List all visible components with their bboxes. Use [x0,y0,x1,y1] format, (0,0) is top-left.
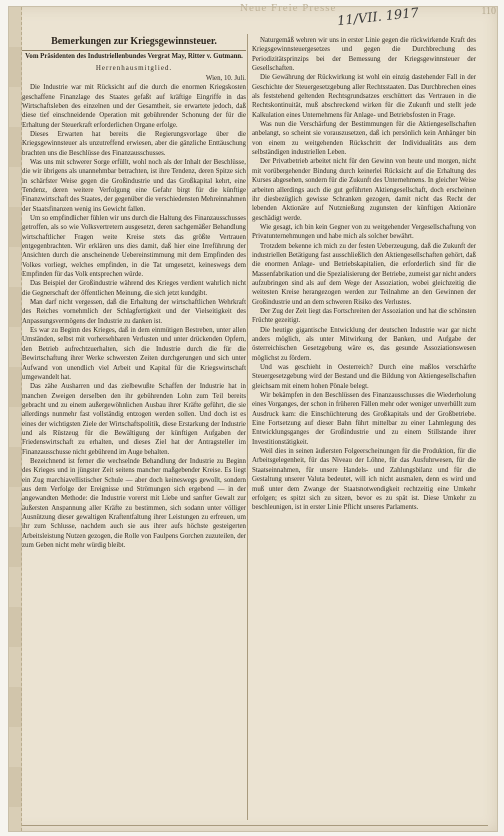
article-paragraph: Die Industrie war mit Rücksicht auf die durch die enormen Kriegskosten geschaffene Finanzlage des Staates gefaßt auf kräftige Eingriffe in das Wirtschaftsleben des einzelnen und der Gesamtheit, sie erwartete jedoch, daß diese tief einschneidende Operation mit gebührender Schonung der für die Erhaltung der Steuerkraft erforderlichen Organe erfolge. [22,84,246,129]
article-paragraph: Wien, 10. Juli. [205,74,246,82]
newspaper-masthead-faint: Neue Freie Presse [240,2,337,14]
article-paragraph: Dieses Erwarten hat bereits die Regierungsvorlage über die Kriegsgewinnsteuer als unzutreffend erwiesen, aber die gänzliche Enttäuschung brachten uns die Beschlüsse des Finanzausschusses. [22,130,246,157]
article-paragraph: Weil dies in seinen äußersten Folgeerscheinungen für die Produktion, für die Arbeitsgelegenheit, für das Niveau der Löhne, für das Ausfuhrwesen, für die Staatseinnahmen, für unsere Handels- und Zahlungsbilanz und für die Gestaltung unserer Valuta bedeutet, will ich nicht ausmalen, denn es wird und muß unter dem Zwange der Staatsnotwendigkeit rechtzeitig eine Umkehr erfolgen; es spitzt sich zu sitzen, bevor es zu spät ist. Diese Umkehr zu beschleunigen, ist in erster Linie Pflicht unseres Parlaments. [252,448,476,512]
column-divider [247,34,248,820]
article-paragraph: Um so empfindlicher fühlen wir uns durch die Haltung des Finanzausschusses getroffen, als so wie Volksvertretern ausgesetzt, deren sachgemäßer Behandlung wirtschaftlicher Fragen weite Kreise stets das größte Vertrauen entgegenbrachten. Wir erklären uns dies damit, daß hier eine Irreführung der Ansichten durch die anscheinende Uebereinstimmung mit dem Empfinden des Volkes vorliegt, welches empfinden, in die Tat umgesetzt, keineswegs dem Empfinden für das Volk entsprechen würde. [22,215,246,279]
article-paragraph: Bezeichnend ist ferner die wechselnde Behandlung der Industrie zu Beginn des Krieges und in jüngster Zeit seitens mancher maßgebender Kreise. Es liegt ein Zug marchiavellistischer Schule — aber doch keineswegs gewollt, sondern aus dem Verfolge der Ereignisse und Strömungen sich ergebend — in der angewandten Methode: die Industrie vorerst mit Liebe und sanfter Gewalt zur äußersten Anspannung aller Kräfte zu bestimmen, sich sodann unter völliger Ausnützung dieser gewaltigen Kraftentfaltung ihrer Leistungen zu erfreuen, um ihr zum Schlusse, nachdem auch sie aus ihrer aufs höchste gesteigerten Arbeitsleistung Nutzen gezogen, die Rolle von Faulpens Gorchen zuzuteilen, der zum Geben nicht mehr würdig bleibt. [22,457,246,550]
article-paragraph: Das zähe Ausharren und das zielbewußte Schaffen der Industrie hat in manchen Zweigen derselben den ihr gebührenden Lohn zum Teil bereits gebracht und zu einem außergewöhnlichen Ausbau ihrer Kräfte geführt, die sie allerdings nunmehr fast vollständig entzogen werden sollen. Und doch ist es eines der wichtigsten Ziele der Wirtschaftspolitik, diese Erstarkung der Industrie und als Rüstzeug für die Bewältigung der künftigen Aufgaben der Friedenswirtschaft zu erhalten, und dieses Ziel hat der Antragsteller im Finanzausschusse nicht gebührend im Auge behalten. [22,383,246,456]
article-paragraph: Die Gewährung der Rückwirkung ist wohl ein einzig dastehender Fall in der Geschichte der Steuergesetzgebung aller Rechtsstaaten. Das Durchbrechen eines als feststehend geltenden Rechtsgrundsatzes erschüttert das Vertrauen in die Rechtskontinuität, muß abschreckend wirken für die Zukunft und stellt jede Kalkulation eines Unternehmens für Anlage- und Betriebsfosten in Frage. [252,74,476,119]
article-section-label: Herrenhausmitglied. [95,63,173,72]
article-headline: Bemerkungen zur Kriegsgewinnsteuer. [22,36,246,51]
article-paragraph: Das Beispiel der Großindustrie während des Krieges verdient wahrlich nicht die Gegnerschaft der öffentlichen Meinung, die sich jetzt kundgibt. [22,280,246,297]
article-paragraph: Man darf nicht vergessen, daß die Erhaltung der wirtschaftlichen Wehrkraft des Reiches vornehmlich der Schlagfertigkeit und der Vielseitigkeit des Anpassungsvermögens der Industrie zu danken ist. [22,299,246,325]
article-paragraph: Wir bekämpfen in den Beschlüssen des Finanzausschusses die Wiederholung eines Vorganges, der schon in früheren Fällen mehr oder weniger unverhüllt zum Ausdruck kam: die Einschüchterung des Großkapitals und der Großbetriebe. Eine Fortsetzung auf dieser Bahn führt mittelbar zu einer Lahmlegung des Entwicklungsganges der Großindustrie und zu einem Stillstande ihrer Investitionstätigkeit. [252,392,476,446]
binding-edge [9,7,22,831]
handwritten-date: 11/VII. 1917 [336,5,420,30]
right-column-body [252,36,476,513]
article-paragraph: Wie gesagt, ich bin kein Gegner von zu weitgehender Vergesellschaftung von Privatunternehmungen und habe mich als solcher bewährt. [252,223,476,241]
article-paragraph: Die heutige gigantische Entwicklung der deutschen Industrie war gar nicht anders möglich, als unter Mitwirkung der Banken, und Aufgabe der österreichischen Gesetzgebung wäre es, das gesunde Assoziationswesen möglichst zu fördern. [252,326,476,362]
article-paragraph: Es war zu Beginn des Krieges, daß in dem einmütigen Bestreben, unter allen Umständen, selbst mit vorhersehbaren Verlusten und unter drückenden Opfern, den Betrieb aufrechtzuerhalten, sich die Industrie durch die für die Bewirtschaftung ihrer Werke schwersten Zeiten durchgerungen und sich unter Aufwand von unendlich viel Arbeit und Kapital für die Kriegswirtschaft umgewandelt hat. [22,327,246,381]
bottom-rule [22,825,488,826]
article-byline: Vom Präsidenten des Industriellenbundes Vergrat May, Ritter v. Gutmann. [25,53,243,60]
article-paragraph: Und was geschieht in Oesterreich? Durch eine maßlos verschärfte Steuergesetzgebung wird der Bestand und die Bildung von Aktiengesellschaften gleichsam mit einem hohen Pönale belegt. [252,364,476,390]
article-paragraph: Trotzdem bekenne ich mich zu der festen Ueberzeugung, daß die Zukunft der industriellen Betätigung fast ausschließlich den Aktiengesellschaften gehört, daß die enormen Anlage- und Betriebskapitalien, die erforderlich sind für die Massenfabrikation und die Spezialisierung der Betriebe, zumeist gar nicht anders aufzubringen sind als auf dem Wege der Assoziation, wobei gleichzeitig die weitesten Kreise herangezogen werden zur Teilnahme an den Gewinnen der Großindustrie und an dem schweren Risiko des Verlustes. [252,242,476,306]
article-paragraph: Naturgemäß wehren wir uns in erster Linie gegen die rückwirkende Kraft des Kriegsgewinnsteuergesetzes und gegen die Durchbrechung des Periodizitätsprinzips bei der Bemessung der Kriegsgewinnsteuer der Gesellschaften. [252,37,476,73]
article-column-left [22,36,246,816]
left-column-body [22,74,246,551]
article-paragraph: Der Privatbetrieb arbeitet nicht für den Gewinn von heute und morgen, nicht mit vorübergehender Bindung durch keinerlei Rücksicht auf die Erhaltung des Kurses abgesehen, sondern für die Zukunft des Unternehmens. In gleicher Weise arbeiten allerdings auch die gut geführten Aktiengesellschaft, doch erscheinen ihr diesbezüglich gewisse Schranken gezogen, damit nicht das Recht der lebenden Aktionäre auf Nutznießung zugunsten der künftigen Aktionäre geschädigt werde. [252,158,476,222]
article-paragraph: Der Zug der Zeit liegt das Fortschreiten der Assoziation und hat die schönsten Früchte gezeitigt. [252,307,476,325]
page-number: 110 [481,6,496,17]
article-column-right [252,36,476,816]
article-paragraph: Was nun die Verschärfung der Bestimmungen für die Aktiengesellschaften anbelangt, so scheint sie vorauszusetzen, daß ich persönlich kein Anhänger bin von einem zu weitgehenden Rückschritt der Individualitäts aus dem selbständigen industriellen Leben. [252,121,476,157]
article-paragraph: Was uns mit schwerer Sorge erfüllt, wohl noch als der Inhalt der Beschlüsse, die wir übrigens als unannehmbar betrachten, ist ihre Tendenz, deren Spitze sich in schärfster Weise gegen die Großindustrie und das Großkapital kehrt, eine Tendenz, deren weitere Verfolgung eine Gefahr birgt für die künftige Finanzwirtschaft des Staates, der gegenüber die verschiedensten Mehreinnahmen der Staatsfinanzen wenig ins Gewicht fallen. [22,158,246,213]
